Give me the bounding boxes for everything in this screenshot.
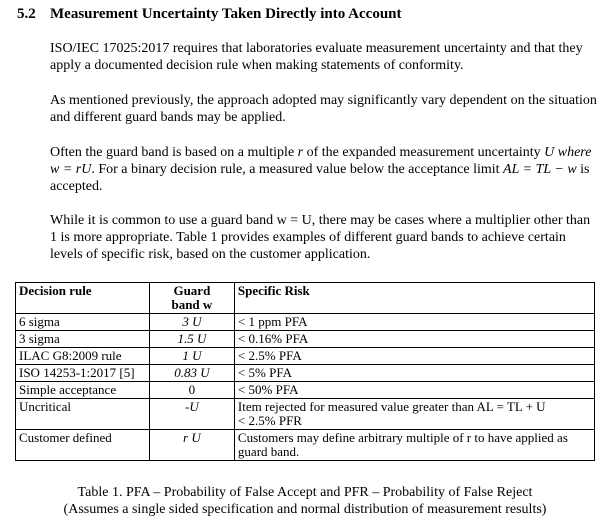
p3-text-g: is accepted. xyxy=(50,162,590,194)
paragraph-iso-requirement: ISO/IEC 17025:2017 requires that laboratories evaluate measurement uncertainty and that they apply a documented decision rule when making statements of conformity. xyxy=(50,41,583,73)
header-decision-rule: Decision rule xyxy=(16,283,150,314)
cell-band: 0.83 U xyxy=(149,365,234,382)
table-header-row xyxy=(16,283,595,314)
table-row xyxy=(16,382,595,399)
p3-text-e: . For a binary decision rule, a measured value below the acceptance limit xyxy=(91,162,504,177)
table-row xyxy=(16,331,595,348)
cell-risk-line2: < 2.5% PFR xyxy=(237,413,302,428)
p3-formula-al: AL = TL − w xyxy=(503,162,577,177)
header-guard-band-line2: band w xyxy=(171,297,213,312)
table-row xyxy=(16,348,595,365)
table-row xyxy=(16,365,595,382)
cell-band: r U xyxy=(149,430,234,461)
table-row xyxy=(16,314,595,331)
cell-band: 1 U xyxy=(149,348,234,365)
cell-band: 3 U xyxy=(149,314,234,331)
cell-rule: Customer defined xyxy=(16,430,150,461)
cell-band: 0 xyxy=(149,382,234,399)
p3-formula-w: U where w = rU xyxy=(50,145,592,177)
cell-risk: < 50% PFA xyxy=(234,382,594,399)
cell-risk-line1: Item rejected for measured value greater than AL = TL + U xyxy=(237,399,546,414)
cell-risk: Customers may define arbitrary multiple of r to have applied as guard band. xyxy=(234,430,594,461)
cell-band: 1.5 U xyxy=(149,331,234,348)
header-specific-risk: Specific Risk xyxy=(234,283,594,314)
table-caption xyxy=(15,484,595,518)
table-row xyxy=(16,399,595,430)
cell-rule: Simple acceptance xyxy=(16,382,150,399)
cell-risk: < 2.5% PFA xyxy=(234,348,594,365)
cell-rule: ISO 14253-1:2017 [5] xyxy=(16,365,150,382)
section-title: Measurement Uncertainty Taken Directly into Account xyxy=(50,6,402,22)
table-row xyxy=(16,430,595,461)
p3-text-c: of the expanded measurement uncertainty xyxy=(303,145,545,160)
cell-risk: < 5% PFA xyxy=(234,365,594,382)
section-number: 5.2 xyxy=(17,6,36,22)
p3-text-a: Often the guard band is based on a multiple xyxy=(50,145,298,160)
cell-risk xyxy=(234,399,594,430)
header-guard-band xyxy=(149,283,234,314)
caption-line2: (Assumes a single sided specification and normal distribution of measurement results) xyxy=(63,502,547,517)
header-guard-band-line1: Guard xyxy=(173,283,211,298)
cell-risk: < 0.16% PFA xyxy=(234,331,594,348)
paragraph-approach: As mentioned previously, the approach adopted may significantly vary dependent on the situation and different guard bands may be applied. xyxy=(50,93,597,125)
cell-rule: ILAC G8:2009 rule xyxy=(16,348,150,365)
cell-risk: < 1 ppm PFA xyxy=(234,314,594,331)
cell-band: -U xyxy=(149,399,234,430)
p3-symbol-r: r xyxy=(297,145,304,160)
cell-rule: Uncritical xyxy=(16,399,150,430)
cell-rule: 6 sigma xyxy=(16,314,150,331)
guard-band-table xyxy=(15,282,595,461)
section-heading xyxy=(17,6,402,23)
cell-rule: 3 sigma xyxy=(16,331,150,348)
caption-line1: Table 1. PFA – Probability of False Accept and PFR – Probability of False Reject xyxy=(77,485,533,500)
paragraph-guard-band-multiple xyxy=(50,144,598,195)
paragraph-table-intro: While it is common to use a guard band w = U, there may be cases where a multiplier other than 1 is more appropriate. Table 1 provides examples of different guard bands to achieve certain levels of specific risk, based on the customer application. xyxy=(50,213,591,262)
